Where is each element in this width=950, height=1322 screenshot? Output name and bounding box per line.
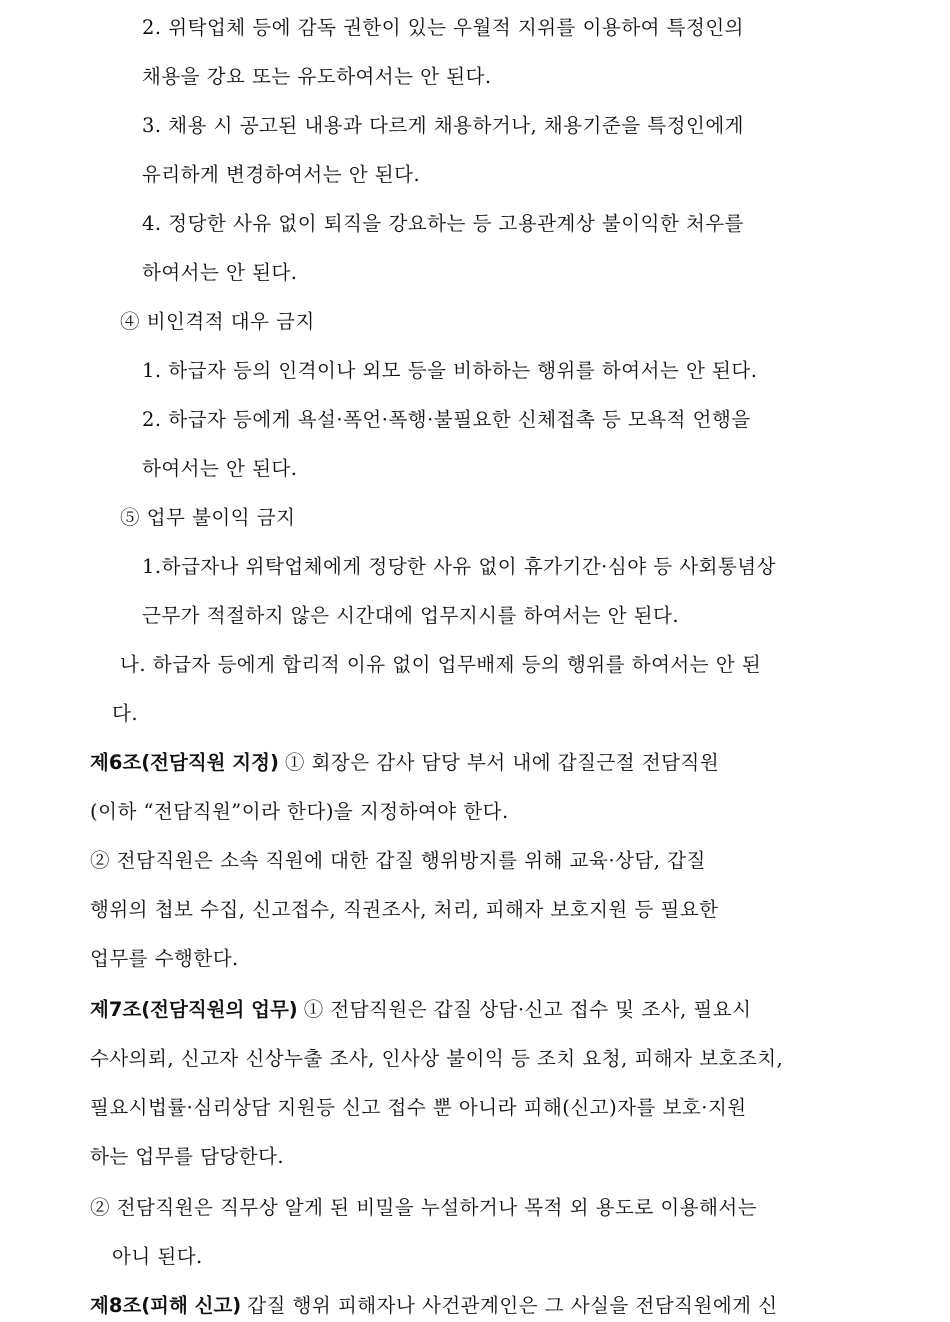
article-7-heading: 제7조(전담직원의 업무) [90,998,298,1021]
article-6-heading: 제6조(전담직원 지정) [90,751,279,774]
section-heading: ④ 비인격적 대우 금지 [120,310,315,333]
article-8-line [90,1293,778,1319]
article-8-heading: 제8조(피해 신고) [90,1294,242,1317]
clause-line: 다. [112,702,139,725]
article-6-line: 행위의 첩보 수집, 신고접수, 직권조사, 처리, 피해자 보호지원 등 필요한 [90,898,719,921]
clause-line: 3. 채용 시 공고된 내용과 다르게 채용하거나, 채용기준을 특정인에게 [142,114,744,137]
article-6-line: 업무를 수행한다. [90,947,239,970]
clause-line: 근무가 적절하지 않은 시간대에 업무지시를 하여서는 안 된다. [142,604,680,627]
article-7-text: ① 전담직원은 갑질 상담·신고 접수 및 조사, 필요시 [303,998,752,1021]
article-7-line: 수사의뢰, 신고자 신상누출 조사, 인사상 불이익 등 조치 요청, 피해자 보호조치, [90,1047,784,1070]
article-6-text: ① 회장은 감사 담당 부서 내에 갑질근절 전담직원 [284,751,720,774]
clause-line: 나. 하급자 등에게 합리적 이유 없이 업무배제 등의 행위를 하여서는 안 된 [120,653,762,676]
clause-line: 2. 위탁업체 등에 감독 권한이 있는 우월적 지위를 이용하여 특정인의 [142,16,744,39]
article-6-line [90,750,719,776]
clause-line: 하여서는 안 된다. [142,261,298,284]
article-7-line: ② 전담직원은 직무상 알게 된 비밀을 누설하거나 목적 외 용도로 이용해서는 [90,1196,758,1219]
section-heading: ⑤ 업무 불이익 금지 [120,506,296,529]
clause-line: 유리하게 변경하여서는 안 된다. [142,163,421,186]
article-7-line: 아니 된다. [112,1245,203,1268]
article-7-line [90,997,751,1023]
article-8-text: 갑질 행위 피해자나 사건관계인은 그 사실을 전담직원에게 신 [247,1294,778,1317]
article-6-line: ② 전담직원은 소속 직원에 대한 갑질 행위방지를 위해 교육·상담, 갑질 [90,849,706,872]
clause-line: 하여서는 안 된다. [142,457,298,480]
clause-line: 채용을 강요 또는 유도하여서는 안 된다. [142,65,492,88]
clause-line: 1. 하급자 등의 인격이나 외모 등을 비하하는 행위를 하여서는 안 된다. [142,359,758,382]
article-7-line: 하는 업무를 담당한다. [90,1145,285,1168]
article-7-line: 필요시법률·심리상담 지원등 신고 접수 뿐 아니라 피해(신고)자를 보호·지원 [90,1096,747,1119]
article-6-line: (이하 “전담직원”이라 한다)을 지정하여야 한다. [90,800,509,823]
clause-line: 4. 정당한 사유 없이 퇴직을 강요하는 등 고용관계상 불이익한 처우를 [142,212,744,235]
clause-line: 1.하급자나 위탁업체에게 정당한 사유 없이 휴가기간·심야 등 사회통념상 [142,555,776,578]
clause-line: 2. 하급자 등에게 욕설·폭언·폭행·불필요한 신체접촉 등 모욕적 언행을 [142,408,751,431]
